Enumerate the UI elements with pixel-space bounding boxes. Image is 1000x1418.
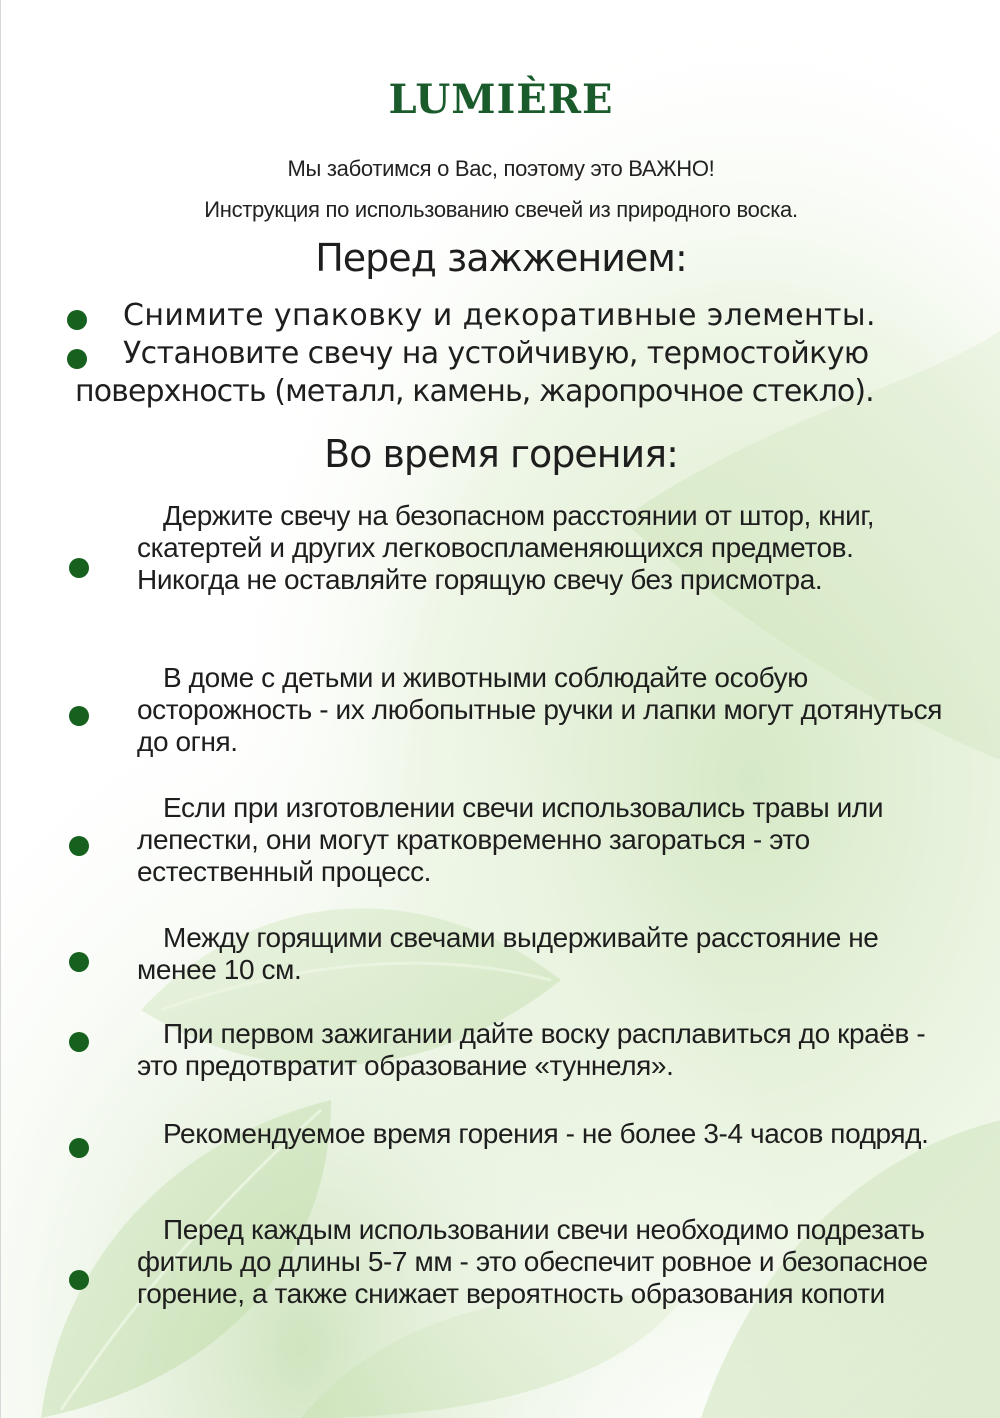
during-item: Между горящими свечами выдерживайте расстояние не менее 10 см.: [137, 922, 879, 985]
before-item-2: Установите свечу на устойчивую, термостойкую: [123, 336, 869, 371]
during-heading: Во время горения:: [324, 432, 678, 476]
during-item: Перед каждым использовании свечи необходимо подрезать фитиль до длины 5-7 мм - это обеспечит ровное и безопасное горение, а также снижает вероятность образования копоти: [137, 1214, 928, 1309]
bullet-dot: [67, 310, 87, 330]
during-item: Если при изготовлении свечи использовались травы или лепестки, они могут кратковременно загораться - это естественный процесс.: [137, 792, 884, 887]
bullet-dot: [69, 836, 89, 856]
bullet-dot: [69, 952, 89, 972]
bullet-dot: [69, 1138, 89, 1158]
brand-title: LUMIÈRE: [388, 76, 614, 123]
intro-care-line: Мы заботимся о Вас, поэтому это ВАЖНО!: [287, 156, 715, 181]
bullet-dot: [67, 349, 87, 369]
bullet-dot: [69, 1032, 89, 1052]
during-item: В доме с детьми и животными соблюдайте особую осторожность - их любопытные ручки и лапки могут дотянуться до огня.: [137, 662, 942, 757]
intro-instruction-line: Инструкция по использованию свечей из природного воска.: [204, 197, 798, 222]
before-heading: Перед зажжением:: [315, 236, 687, 280]
during-item: Рекомендуемое время горения - не более 3-4 часов подряд.: [163, 1118, 929, 1149]
bullet-dot: [69, 706, 89, 726]
bullet-dot: [69, 1270, 89, 1290]
before-item-2-continuation: поверхность (металл, камень, жаропрочное стекло).: [75, 374, 874, 409]
during-item: При первом зажигании дайте воску расплавиться до краёв - это предотвратит образование «туннеля».: [137, 1018, 926, 1081]
before-item-1: Снимите упаковку и декоративные элементы.: [123, 298, 876, 333]
bullet-dot: [69, 558, 89, 578]
during-item: Держите свечу на безопасном расстоянии от штор, книг, скатертей и других легковоспламеняющихся предметов. Никогда не оставляйте горящую свечу без присмотра.: [137, 500, 875, 595]
